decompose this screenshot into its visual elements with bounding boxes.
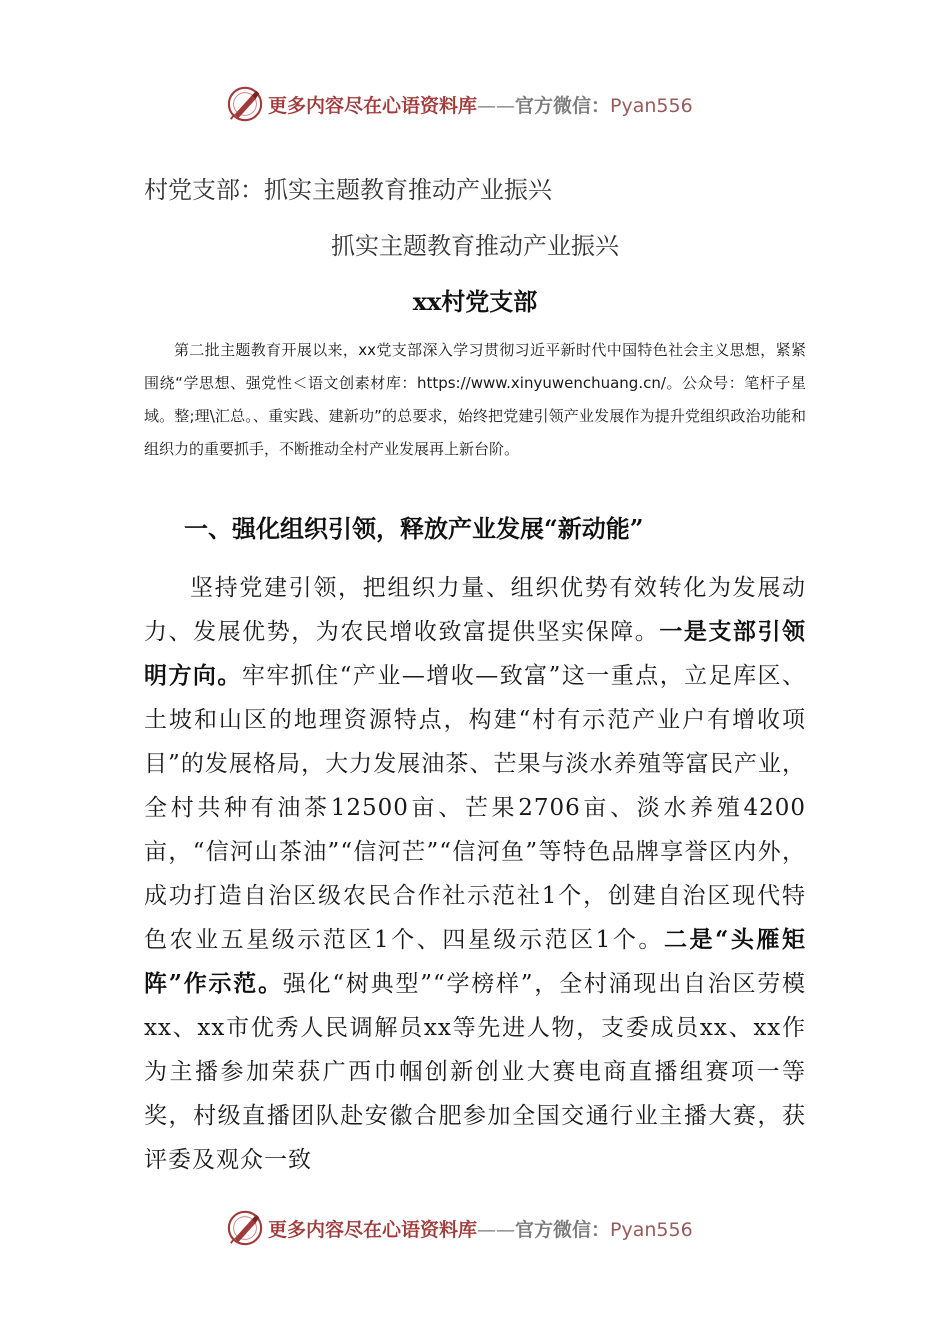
banner-account: Pyan556 <box>610 95 693 117</box>
document-title: 村党支部：抓实主题教育推动产业振兴 <box>144 176 552 204</box>
banner-channel: 官方微信： <box>515 95 611 117</box>
body-paragraph <box>144 566 806 1182</box>
banner-dash: —— <box>477 1219 516 1241</box>
banner-channel: 官方微信： <box>515 1219 611 1241</box>
point-two-heading: 二是“头雁矩阵”作示范。 <box>144 926 806 997</box>
banner-slogan: 更多内容尽在心语资料库 <box>268 1219 478 1241</box>
body-text-a: 坚持党建引领，把组织力量、组织优势有效转化为发展动力、发展优势，为农民增收致富提供坚实保障。 <box>144 575 806 645</box>
fountain-pen-logo-icon <box>226 1209 264 1247</box>
section-heading: 一、强化组织引领，释放产业发展“新动能” <box>184 514 644 543</box>
banner-text <box>268 91 693 118</box>
author-organization: xx村党支部 <box>412 287 538 316</box>
banner-dash: —— <box>477 95 516 117</box>
body-text-c: 牢牢抓住“产业—增收—致富”这一重点，立足库区、土坡和山区的地理资源特点，构建“村有示范产业户有增收项目”的发展格局，大力发展油茶、芒果与淡水养殖等富民产业，全村共种有油茶12500亩、芒果2706亩、淡水养殖4200亩，“信河山茶油”“信河芒”“信河鱼”等特色品牌享誉区内外，成功打造自治区级农民合作社示范社1个，创建自治区现代特色农业五星级示范区1个、四星级示范区1个。 <box>144 663 806 953</box>
banner-account: Pyan556 <box>610 1219 693 1241</box>
top-banner <box>0 82 950 126</box>
fountain-pen-logo-icon <box>226 85 264 123</box>
point-one-heading: 一是支部引领明方向。 <box>144 618 807 689</box>
article-title: 抓实主题教育推动产业振兴 <box>331 232 619 260</box>
bottom-banner <box>0 1206 950 1250</box>
body-text-e: 强化“树典型”“学榜样”，全村涌现出自治区劳模xx、xx市优秀人民调解员xx等先进人物，支委成员xx、xx作为主播参加荣获广西巾帼创新创业大赛电商直播组赛项一等奖，村级直播团队赴安徽合肥参加全国交通行业主播大赛，获评委及观众一致 <box>144 971 806 1173</box>
intro-paragraph: 第二批主题教育开展以来，xx党支部深入学习贯彻习近平新时代中国特色社会主义思想，紧紧围绕“学思想、强党性＜语文创素材库：https://www.xinyuwenchuang.cn/。公众号：笔杆子星域。整;理\汇总。、重实践、建新功”的总要求，始终把党建引领产业发展作为提升党组织政治功能和组织力的重要抓手，不断推动全村产业发展再上新台阶。 <box>144 341 806 458</box>
banner-slogan: 更多内容尽在心语资料库 <box>268 95 478 117</box>
banner-text <box>268 1215 693 1242</box>
